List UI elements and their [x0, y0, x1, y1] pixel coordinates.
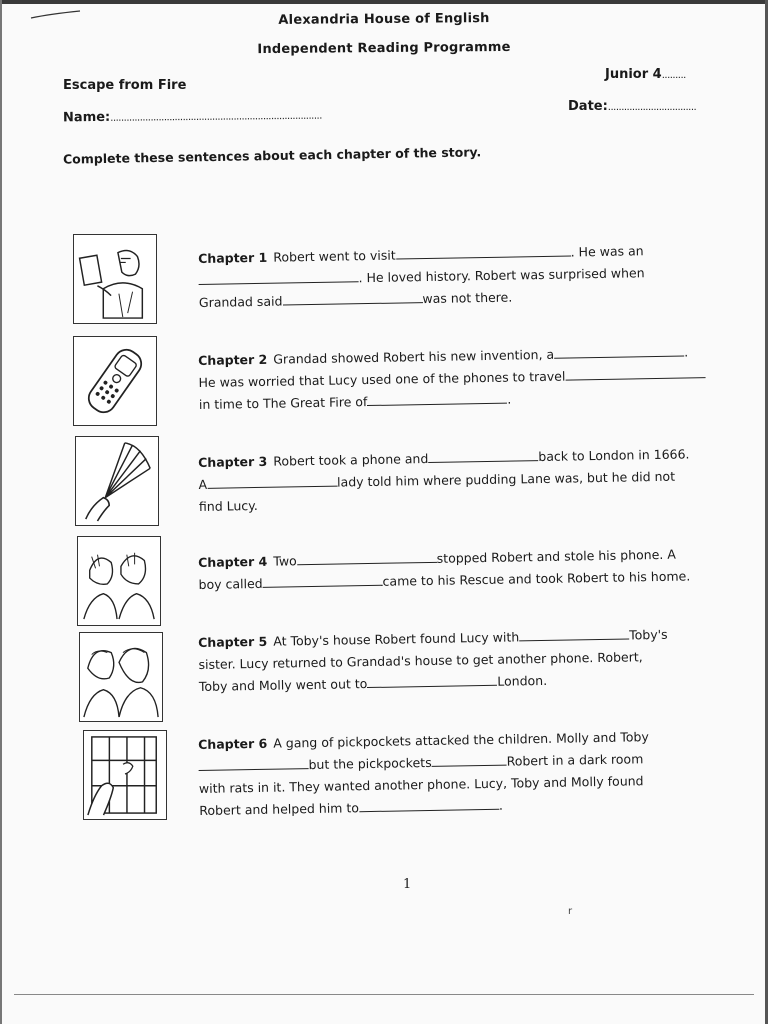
- stray-mark: r: [568, 906, 573, 917]
- story-title: Escape from Fire: [63, 78, 187, 93]
- chapter-text: Toby and Molly went out to: [198, 676, 368, 694]
- two-boys-icon: [77, 536, 161, 626]
- level-dots: .........: [661, 70, 686, 81]
- two-girls-icon: [79, 632, 163, 722]
- level-label: Junior 4: [605, 67, 662, 82]
- chapter-text: was not there.: [422, 289, 513, 307]
- chapter-text: back to London in 1666.: [538, 446, 690, 465]
- answer-blank[interactable]: [198, 267, 358, 285]
- chapter-label: Chapter 2: [198, 351, 268, 368]
- answer-blank[interactable]: [431, 751, 506, 767]
- chapter-text: A gang of pickpockets attacked the children. Molly and Toby: [273, 729, 649, 751]
- chapter-text: . He was an: [570, 243, 644, 260]
- chapter-label: Chapter 1: [198, 249, 268, 266]
- chapter-text: . He loved history. Robert was surprised when: [358, 265, 645, 286]
- chapter-text: .: [507, 391, 512, 407]
- page-number: 1: [403, 877, 412, 892]
- answer-blank[interactable]: [554, 342, 684, 359]
- chapter-5: [198, 623, 739, 698]
- chapter-text: sister. Lucy returned to Grandad's house to get another phone. Robert,: [198, 649, 643, 672]
- chapter-text: Grandad showed Robert his new invention, a: [273, 346, 555, 367]
- chapter-text: but the pickpockets: [308, 754, 432, 773]
- answer-blank[interactable]: [297, 548, 437, 565]
- date-label: Date:: [568, 99, 608, 114]
- name-dots: ...............................................................................: [110, 110, 322, 124]
- left-border: [0, 0, 2, 1024]
- chapter-label: Chapter 5: [198, 633, 268, 650]
- chapter-text: Grandad said: [198, 293, 283, 310]
- fan-hand-icon: [75, 436, 159, 526]
- answer-blank[interactable]: [396, 241, 571, 259]
- chapter-text: Two: [273, 553, 297, 569]
- chapter-label: Chapter 4: [198, 553, 268, 570]
- chapter-text: At Toby's house Robert found Lucy with: [273, 629, 520, 649]
- chapter-text: He was worried that Lucy used one of the phones to travel: [198, 368, 566, 390]
- chapter-3: [198, 443, 739, 518]
- chapter-text: with rats in it. They wanted another phone. Lucy, Toby and Molly found: [198, 773, 644, 796]
- chapter-4: [198, 543, 739, 596]
- chapter-text: Robert in a dark room: [506, 751, 644, 769]
- answer-blank[interactable]: [367, 671, 497, 688]
- date-field[interactable]: [568, 99, 696, 114]
- top-border: [0, 0, 768, 4]
- answer-blank[interactable]: [565, 363, 705, 380]
- answer-blank[interactable]: [262, 571, 382, 588]
- window-bars-icon: [83, 730, 167, 820]
- name-label: Name:: [62, 109, 111, 126]
- chapter-text: came to his Rescue and took Robert to his home.: [382, 568, 691, 589]
- name-field[interactable]: [63, 108, 322, 126]
- answer-blank[interactable]: [359, 795, 499, 812]
- chapter-text: .: [683, 344, 689, 360]
- grandad-reading-icon: [73, 234, 157, 324]
- chapter-text: Robert went to visit: [273, 247, 396, 265]
- chapter-text: .: [498, 797, 504, 813]
- level-field: [605, 67, 686, 82]
- date-dots: .................................: [607, 102, 697, 113]
- chapter-text: boy called: [198, 575, 263, 592]
- programme-title: Independent Reading Programme: [257, 39, 511, 58]
- mobile-phone-icon: [73, 336, 157, 426]
- chapter-text: Robert and helped him to: [199, 800, 360, 818]
- chapter-label: Chapter 6: [198, 735, 268, 752]
- answer-blank[interactable]: [519, 624, 629, 641]
- chapter-text: find Lucy.: [198, 497, 258, 514]
- chapter-label: Chapter 3: [198, 453, 268, 470]
- answer-blank[interactable]: [367, 389, 507, 406]
- instructions: Complete these sentences about each chapter of the story.: [62, 144, 482, 167]
- chapter-text: lady told him where pudding Lane was, but he did not: [336, 468, 676, 490]
- answer-blank[interactable]: [282, 288, 422, 305]
- chapter-text: stopped Robert and stole his phone. A: [436, 546, 676, 566]
- chapter-text: Toby's: [629, 626, 668, 643]
- chapter-6: [198, 725, 739, 822]
- chapter-text: A: [198, 476, 208, 492]
- chapter-text: London.: [497, 672, 548, 689]
- chapter-2: [198, 341, 739, 416]
- school-name: Alexandria House of English: [278, 11, 490, 28]
- answer-blank[interactable]: [207, 472, 337, 489]
- chapter-text: in time to The Great Fire of: [198, 394, 368, 412]
- chapter-1: [198, 239, 739, 314]
- answer-blank[interactable]: [198, 754, 308, 771]
- bottom-rule: [14, 994, 754, 995]
- answer-blank[interactable]: [428, 446, 538, 463]
- chapter-text: Robert took a phone and: [273, 450, 429, 469]
